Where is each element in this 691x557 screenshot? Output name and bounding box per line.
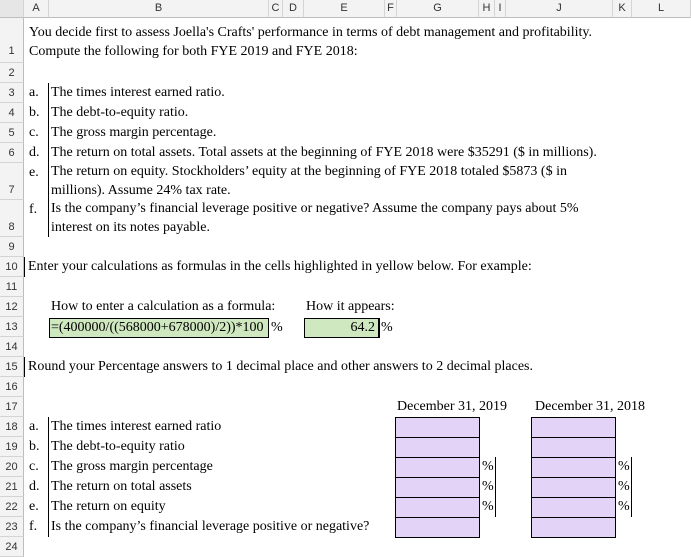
row-header-13[interactable]: 13 (0, 317, 24, 337)
task-letter-e: e. (29, 165, 39, 180)
percent-sign-d-2019: % (482, 479, 494, 494)
task-text-b: The debt-to-equity ratio. (51, 105, 189, 120)
row-header-4[interactable]: 4 (0, 103, 24, 123)
task-letter-a: a. (29, 85, 39, 100)
percent-sign-e-2018: % (618, 499, 630, 514)
col-header-c[interactable]: C (269, 0, 283, 18)
row-header-9[interactable]: 9 (0, 237, 24, 257)
percent-sign-e-2019: % (482, 499, 494, 514)
row-header-15[interactable]: 15 (0, 357, 24, 377)
answer-letter-f: f. (29, 519, 38, 534)
col-header-g[interactable]: G (397, 0, 479, 18)
answer-input-e-2018[interactable] (531, 497, 616, 518)
example-result-value: 64.2 (350, 320, 375, 335)
col-header-d[interactable]: D (283, 0, 304, 18)
row-header-24[interactable]: 24 (0, 537, 24, 557)
round-note-border (24, 357, 25, 377)
row-header-5[interactable]: 5 (0, 123, 24, 143)
row-header-8[interactable]: 8 (0, 200, 24, 237)
intro-text-line1: You decide first to assess Joella's Crafts' performance in terms of debt management and profitability. (29, 25, 592, 40)
row-header-3[interactable]: 3 (0, 83, 24, 103)
task-text-a: The times interest earned ratio. (51, 85, 225, 100)
answer-input-f-2018[interactable] (531, 517, 616, 538)
col-header-h[interactable]: H (479, 0, 495, 18)
col-header-a[interactable]: A (24, 0, 49, 18)
header-dec-2018: December 31, 2018 (535, 399, 646, 414)
instruction-text: Enter your calculations as formulas in the cells highlighted in yellow below. For example: (28, 259, 532, 274)
answer-letter-e: e. (29, 499, 39, 514)
task-letter-d: d. (29, 145, 40, 160)
row-header-10[interactable]: 10 (0, 257, 24, 277)
row-header-6[interactable]: 6 (0, 143, 24, 163)
col-header-b[interactable]: B (49, 0, 269, 18)
answer-text-a: The times interest earned ratio (51, 419, 222, 434)
answer-letter-a: a. (29, 419, 39, 434)
row-header-2[interactable]: 2 (0, 63, 24, 83)
answer-input-a-2019[interactable] (395, 417, 480, 438)
row-header-14[interactable]: 14 (0, 337, 24, 357)
example-formula-text: =(400000/((568000+678000)/2))*100 (51, 320, 264, 335)
row-header-21[interactable]: 21 (0, 477, 24, 497)
example-formula-label: How to enter a calculation as a formula: (51, 299, 276, 314)
answer-input-a-2018[interactable] (531, 417, 616, 438)
select-all-corner[interactable] (0, 0, 24, 18)
col-header-i[interactable]: I (495, 0, 506, 18)
row-header-1[interactable]: 1 (0, 18, 24, 63)
percent-sign-c-2018: % (618, 459, 630, 474)
answer-input-b-2019[interactable] (395, 437, 480, 458)
answer-letter-c: c. (29, 459, 39, 474)
task-text-e: The return on equity. Stockholders’ equity at the beginning of FYE 2018 totaled $5873 ($ in (51, 164, 567, 179)
intro-text-line2: Compute the following for both FYE 2019 and FYE 2018: (29, 44, 358, 59)
row-header-19[interactable]: 19 (0, 437, 24, 457)
round-note-text: Round your Percentage answers to 1 decimal place and other answers to 2 decimal places. (28, 359, 533, 374)
row-header-22[interactable]: 22 (0, 497, 24, 517)
answer-input-b-2018[interactable] (531, 437, 616, 458)
answer-text-e: The return on equity (51, 499, 166, 514)
answer-letter-d: d. (29, 479, 40, 494)
col-header-l[interactable]: L (632, 0, 691, 18)
answer-input-f-2019[interactable] (395, 517, 480, 538)
task-letter-border (48, 83, 49, 237)
answer-text-d: The return on total assets (51, 479, 192, 494)
row-header-17[interactable]: 17 (0, 397, 24, 417)
example-formula-percent: % (271, 320, 283, 335)
col-header-j[interactable]: J (506, 0, 613, 18)
row-header-23[interactable]: 23 (0, 517, 24, 537)
row-header-12[interactable]: 12 (0, 297, 24, 317)
example-result-percent: % (381, 320, 393, 335)
task-letter-f: f. (29, 202, 38, 217)
header-dec-2019: December 31, 2019 (397, 399, 508, 414)
task-text-f: Is the company’s financial leverage positive or negative? Assume the company pays about 5% (51, 201, 579, 216)
percent-sign-d-2018: % (618, 479, 630, 494)
percent-border-2018 (631, 457, 632, 517)
row-header-16[interactable]: 16 (0, 377, 24, 397)
answer-input-c-2018[interactable] (531, 457, 616, 478)
instruction-border (24, 257, 25, 277)
answer-letter-b: b. (29, 439, 40, 454)
answer-letter-border (48, 417, 49, 537)
row-header-11[interactable]: 11 (0, 277, 24, 297)
answer-text-f: Is the company’s financial leverage positive or negative? (51, 519, 370, 534)
example-appears-label: How it appears: (306, 299, 395, 314)
percent-border-2019 (495, 457, 496, 517)
row-header-7[interactable]: 7 (0, 163, 24, 200)
answer-input-e-2019[interactable] (395, 497, 480, 518)
col-header-e[interactable]: E (304, 0, 385, 18)
row-header-18[interactable]: 18 (0, 417, 24, 437)
answer-input-d-2018[interactable] (531, 477, 616, 498)
answer-text-c: The gross margin percentage (51, 459, 213, 474)
col-header-k[interactable]: K (613, 0, 632, 18)
answer-input-c-2019[interactable] (395, 457, 480, 478)
row-header-20[interactable]: 20 (0, 457, 24, 477)
task-text-c: The gross margin percentage. (51, 125, 217, 140)
task-text-d: The return on total assets. Total assets at the beginning of FYE 2018 were $35291 ($ in millions). (51, 145, 597, 160)
percent-sign-c-2019: % (482, 459, 494, 474)
col-header-f[interactable]: F (385, 0, 397, 18)
example-result-divider (379, 318, 380, 338)
task-text-f-line2: interest on its notes payable. (51, 220, 211, 235)
answer-text-b: The debt-to-equity ratio (51, 439, 185, 454)
answer-input-d-2019[interactable] (395, 477, 480, 498)
task-text-e-line2: millions). Assume 24% tax rate. (51, 183, 231, 198)
task-letter-b: b. (29, 105, 40, 120)
task-letter-c: c. (29, 125, 39, 140)
